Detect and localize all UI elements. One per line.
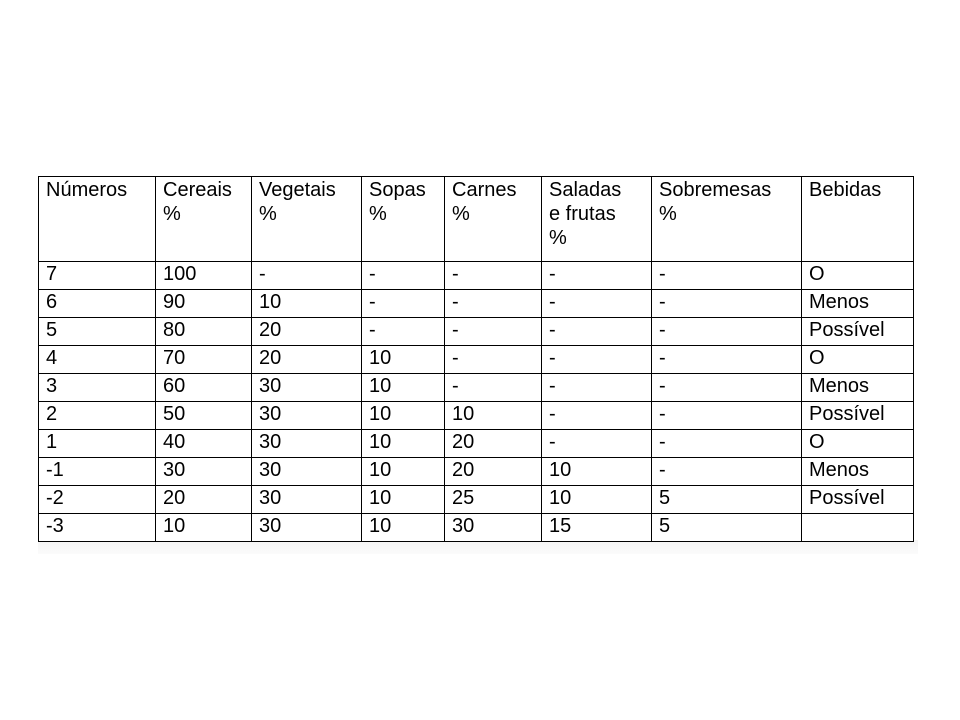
- table-row: [39, 430, 914, 458]
- table-cell: -: [445, 262, 542, 290]
- table-cell: 10: [252, 290, 362, 318]
- column-header-line: Sobremesas: [659, 179, 772, 201]
- column-header-line: %: [369, 203, 387, 225]
- table-cell: 90: [156, 290, 252, 318]
- table-row: [39, 290, 914, 318]
- table-cell: 5: [652, 514, 802, 542]
- table-cell: [802, 514, 914, 542]
- table-cell: 5: [39, 318, 156, 346]
- table-cell: O: [802, 262, 914, 290]
- column-header-line: %: [163, 203, 181, 225]
- table-cell: 30: [252, 430, 362, 458]
- table-cell: -: [542, 402, 652, 430]
- table-cell: 2: [39, 402, 156, 430]
- column-header-line: Sopas: [369, 179, 426, 201]
- table-cell: Possível: [802, 402, 914, 430]
- column-header: [542, 177, 652, 262]
- column-header-line: Vegetais: [259, 179, 336, 201]
- table-cell: 15: [542, 514, 652, 542]
- table-cell: 30: [252, 486, 362, 514]
- table-row: [39, 318, 914, 346]
- column-header-line: Saladas: [549, 179, 622, 201]
- table-cell: 20: [252, 346, 362, 374]
- table-cell: 30: [156, 458, 252, 486]
- table-body: [39, 262, 914, 542]
- column-header-line: Bebidas: [809, 179, 882, 201]
- table-cell: Menos: [802, 458, 914, 486]
- table-cell: 10: [445, 402, 542, 430]
- table-cell: -: [542, 374, 652, 402]
- table-cell: -: [652, 430, 802, 458]
- table-cell: 80: [156, 318, 252, 346]
- column-header: [39, 177, 156, 262]
- table-row: [39, 458, 914, 486]
- table-cell: -: [652, 262, 802, 290]
- column-header-line: %: [259, 203, 277, 225]
- table-cell: -: [652, 402, 802, 430]
- table-row: [39, 346, 914, 374]
- column-header-line: %: [549, 227, 567, 249]
- table-cell: 30: [252, 458, 362, 486]
- table-cell: 10: [156, 514, 252, 542]
- column-header-line: %: [659, 203, 677, 225]
- table-cell: 30: [445, 514, 542, 542]
- table-cell: O: [802, 346, 914, 374]
- column-header-line: Números: [46, 179, 128, 201]
- column-header: [445, 177, 542, 262]
- table-cell: 50: [156, 402, 252, 430]
- table-row: [39, 402, 914, 430]
- column-header-line: Carnes: [452, 179, 517, 201]
- table-row: [39, 262, 914, 290]
- table-cell: -1: [39, 458, 156, 486]
- table-cell: -: [652, 290, 802, 318]
- table-cell: -: [652, 346, 802, 374]
- table-cell: 10: [362, 458, 445, 486]
- table-cell: 20: [445, 430, 542, 458]
- table-cell: 1: [39, 430, 156, 458]
- table-cell: 20: [445, 458, 542, 486]
- column-header: [802, 177, 914, 262]
- column-header: [156, 177, 252, 262]
- table-cell: 10: [362, 514, 445, 542]
- table-cell: 5: [652, 486, 802, 514]
- table-cell: Menos: [802, 290, 914, 318]
- table-cell: -: [252, 262, 362, 290]
- diet-table: [38, 176, 914, 542]
- column-header-line: %: [452, 203, 470, 225]
- column-header-line: e frutas: [549, 203, 616, 225]
- table-row: [39, 486, 914, 514]
- table-cell: 20: [156, 486, 252, 514]
- table-cell: Possível: [802, 318, 914, 346]
- table-cell: -: [542, 318, 652, 346]
- table-cell: 10: [362, 430, 445, 458]
- column-header: [652, 177, 802, 262]
- column-header: [252, 177, 362, 262]
- table-cell: 10: [362, 346, 445, 374]
- table-cell: 30: [252, 514, 362, 542]
- table-cell: O: [802, 430, 914, 458]
- table-cell: -: [542, 262, 652, 290]
- table-cell: -: [542, 346, 652, 374]
- table-cell: Possível: [802, 486, 914, 514]
- table-cell: -3: [39, 514, 156, 542]
- column-header: [362, 177, 445, 262]
- table-cell: 20: [252, 318, 362, 346]
- table-cell: 10: [362, 486, 445, 514]
- table-cell: 4: [39, 346, 156, 374]
- table-cell: 30: [252, 402, 362, 430]
- table-cell: -: [445, 374, 542, 402]
- table-row: [39, 374, 914, 402]
- table-cell: 70: [156, 346, 252, 374]
- table-cell: -: [445, 290, 542, 318]
- table-cell: -2: [39, 486, 156, 514]
- table-cell: 10: [542, 486, 652, 514]
- table-cell: -: [652, 458, 802, 486]
- table-cell: -: [652, 374, 802, 402]
- table-cell: 10: [542, 458, 652, 486]
- table-cell: 30: [252, 374, 362, 402]
- table-shadow: [38, 540, 918, 554]
- table-cell: -: [362, 290, 445, 318]
- table-cell: -: [445, 346, 542, 374]
- table-cell: Menos: [802, 374, 914, 402]
- table-cell: -: [362, 262, 445, 290]
- header-row: [39, 177, 914, 262]
- table-cell: 25: [445, 486, 542, 514]
- table-cell: 3: [39, 374, 156, 402]
- table-row: [39, 514, 914, 542]
- table-cell: -: [652, 318, 802, 346]
- table-cell: 6: [39, 290, 156, 318]
- column-header-line: Cereais: [163, 179, 232, 201]
- table-cell: 7: [39, 262, 156, 290]
- table-cell: 100: [156, 262, 252, 290]
- table-cell: 10: [362, 374, 445, 402]
- table-cell: 40: [156, 430, 252, 458]
- table-cell: -: [362, 318, 445, 346]
- table-cell: 10: [362, 402, 445, 430]
- table-cell: -: [445, 318, 542, 346]
- table-header: [39, 177, 914, 262]
- table-cell: -: [542, 290, 652, 318]
- table-cell: -: [542, 430, 652, 458]
- table-cell: 60: [156, 374, 252, 402]
